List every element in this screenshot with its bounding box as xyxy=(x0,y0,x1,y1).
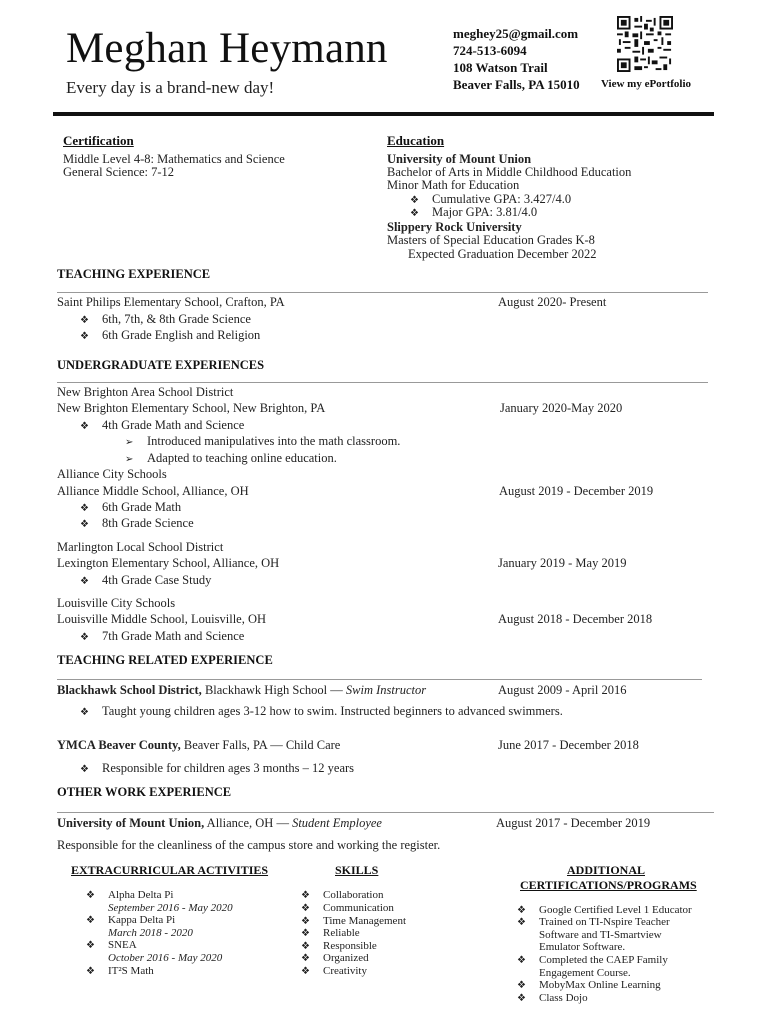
bullet-icon: ❖ xyxy=(80,576,89,587)
sub-bullet: ➢ Adapted to teaching online education. xyxy=(125,451,337,465)
additional-item: ❖ MobyMax Online Learning xyxy=(517,979,661,991)
degree: Masters of Special Education Grades K-8 xyxy=(387,233,595,247)
job-bullet: ❖ Taught young children ages 3-12 how to swim. Instructed beginners to advanced swimmers. xyxy=(80,704,563,718)
bullet-icon: ❖ xyxy=(80,707,89,718)
bullet-icon: ❖ xyxy=(80,503,89,514)
minor: Minor Math for Education xyxy=(387,178,520,192)
gpa-item: ❖ Cumulative GPA: 3.427/4.0 xyxy=(410,192,572,206)
skill-item: ❖ Reliable xyxy=(301,927,360,939)
section-divider xyxy=(57,812,714,813)
bullet-icon: ❖ xyxy=(517,980,526,991)
arrow-icon: ➢ xyxy=(125,454,134,465)
job-date: January 2019 - May 2019 xyxy=(498,556,627,570)
bullet-icon: ❖ xyxy=(517,905,526,916)
bullet-icon: ❖ xyxy=(80,632,89,643)
extracurricular-heading: EXTRACURRICULAR ACTIVITIES xyxy=(71,863,269,877)
job-bullet: ❖ 6th Grade Math xyxy=(80,500,182,514)
job-bullet: ❖ 6th Grade English and Religion xyxy=(80,328,261,342)
header-divider xyxy=(53,112,714,116)
bullet-icon: ❖ xyxy=(410,195,419,206)
phone: 724-513-6094 xyxy=(453,43,527,58)
bullet-icon: ❖ xyxy=(301,941,310,952)
section-heading: UNDERGRADUATE EXPERIENCES xyxy=(57,358,265,372)
skills-heading: SKILLS xyxy=(335,863,379,877)
qr-code-icon[interactable] xyxy=(617,16,673,72)
section-divider xyxy=(57,292,708,293)
bullet-icon: ❖ xyxy=(86,940,95,951)
additional-item-cont: Emulator Software. xyxy=(539,941,626,953)
certification-item: Middle Level 4-8: Mathematics and Science xyxy=(63,152,285,166)
bullet-icon: ❖ xyxy=(301,890,310,901)
school: Alliance Middle School, Alliance, OH xyxy=(57,484,249,498)
job-title-line: YMCA Beaver County, Beaver Falls, PA — Child Care xyxy=(57,738,341,752)
school: Lexington Elementary School, Alliance, OH xyxy=(57,556,280,570)
bullet-icon: ❖ xyxy=(301,928,310,939)
job-date: June 2017 - December 2018 xyxy=(498,738,639,752)
job-place: Saint Philips Elementary School, Crafton, PA xyxy=(57,295,285,309)
contact-block xyxy=(453,25,580,93)
activity-dates: September 2016 - May 2020 xyxy=(108,902,233,914)
arrow-icon: ➢ xyxy=(125,437,134,448)
section-heading: TEACHING EXPERIENCE xyxy=(57,267,211,281)
certification-item: General Science: 7-12 xyxy=(63,165,175,179)
additional-item: ❖ Completed the CAEP Family xyxy=(517,954,668,966)
education-heading: Education xyxy=(387,133,445,148)
bullet-icon: ❖ xyxy=(80,764,89,775)
job-bullet: ❖ Responsible for children ages 3 months – 12 years xyxy=(80,761,355,775)
bullet-icon: ❖ xyxy=(517,917,526,928)
job-bullet: ❖ 7th Grade Math and Science xyxy=(80,629,245,643)
job-date: August 2020- Present xyxy=(498,295,607,309)
additional-heading: ADDITIONAL CERTIFICATIONS/PROGRAMS xyxy=(520,863,697,892)
skill-item: ❖ Organized xyxy=(301,952,369,964)
district: Alliance City Schools xyxy=(57,467,167,481)
district: New Brighton Area School District xyxy=(57,385,234,399)
sub-bullet: ➢ Introduced manipulatives into the math classroom. xyxy=(125,434,401,448)
section-heading: OTHER WORK EXPERIENCE xyxy=(57,785,232,799)
school-name: University of Mount Union xyxy=(387,152,532,166)
job-description: Responsible for the cleanliness of the campus store and working the register. xyxy=(57,838,441,852)
district: Marlington Local School District xyxy=(57,540,224,554)
bullet-icon: ❖ xyxy=(80,315,89,326)
bullet-icon: ❖ xyxy=(301,916,310,927)
skill-item: ❖ Collaboration xyxy=(301,889,384,901)
skill-item: ❖ Creativity xyxy=(301,965,367,977)
activity-dates: October 2016 - May 2020 xyxy=(108,952,223,964)
job-title-line: University of Mount Union, Alliance, OH — Student Employee xyxy=(57,816,382,830)
additional-item: ❖ Trained on TI-Nspire Teacher xyxy=(517,916,670,928)
candidate-name: Meghan Heymann xyxy=(66,25,388,72)
job-date: January 2020-May 2020 xyxy=(500,401,623,415)
job-date: August 2017 - December 2019 xyxy=(496,816,651,830)
bullet-icon: ❖ xyxy=(80,421,89,432)
email[interactable]: meghey25@gmail.com xyxy=(453,26,579,41)
job-date: August 2018 - December 2018 xyxy=(498,612,653,626)
job-date: August 2009 - April 2016 xyxy=(498,683,627,697)
school: Louisville Middle School, Louisville, OH xyxy=(57,612,267,626)
additional-item-cont: Software and TI-Smartview xyxy=(539,929,662,941)
job-bullet: ❖ 6th, 7th, & 8th Grade Science xyxy=(80,312,251,326)
school-name: Slippery Rock University xyxy=(387,220,522,234)
job-bullet: ❖ 4th Grade Math and Science xyxy=(80,418,245,432)
activity-item: ❖ Kappa Delta Pi xyxy=(86,914,176,926)
bullet-icon: ❖ xyxy=(86,966,95,977)
gpa-item: ❖ Major GPA: 3.81/4.0 xyxy=(410,205,538,219)
bullet-icon: ❖ xyxy=(517,955,526,966)
tagline: Every day is a brand-new day! xyxy=(66,78,275,97)
job-date: August 2019 - December 2019 xyxy=(499,484,654,498)
district: Louisville City Schools xyxy=(57,596,176,610)
bullet-icon: ❖ xyxy=(80,331,89,342)
address-line-2: Beaver Falls, PA 15010 xyxy=(453,77,580,92)
address-line-1: 108 Watson Trail xyxy=(453,60,548,75)
activity-item: ❖ Alpha Delta Pi xyxy=(86,889,174,901)
job-title-line: Blackhawk School District, Blackhawk High School — Swim Instructor xyxy=(57,683,427,697)
bullet-icon: ❖ xyxy=(301,966,310,977)
bullet-icon: ❖ xyxy=(86,915,95,926)
bullet-icon: ❖ xyxy=(517,993,526,1004)
certification-heading: Certification xyxy=(63,133,134,148)
bullet-icon: ❖ xyxy=(301,953,310,964)
skill-item: ❖ Responsible xyxy=(301,940,377,952)
qr-caption[interactable]: View my ePortfolio xyxy=(601,78,692,90)
additional-item: ❖ Class Dojo xyxy=(517,992,588,1004)
bullet-icon: ❖ xyxy=(410,208,419,219)
skill-item: ❖ Time Management xyxy=(301,915,406,927)
activity-item: ❖ SNEA xyxy=(86,939,137,951)
section-heading: TEACHING RELATED EXPERIENCE xyxy=(57,653,273,667)
school: New Brighton Elementary School, New Brighton, PA xyxy=(57,401,326,415)
degree: Bachelor of Arts in Middle Childhood Education xyxy=(387,165,632,179)
activity-item: ❖ IT²S Math xyxy=(86,965,154,977)
expected-graduation: Expected Graduation December 2022 xyxy=(408,247,597,261)
section-divider xyxy=(57,382,708,383)
job-bullet: ❖ 4th Grade Case Study xyxy=(80,573,212,587)
bullet-icon: ❖ xyxy=(86,890,95,901)
job-bullet: ❖ 8th Grade Science xyxy=(80,516,194,530)
section-divider xyxy=(57,679,702,680)
additional-item: ❖ Google Certified Level 1 Educator xyxy=(517,904,692,916)
bullet-icon: ❖ xyxy=(301,903,310,914)
skill-item: ❖ Communication xyxy=(301,902,394,914)
activity-dates: March 2018 - 2020 xyxy=(108,927,193,939)
bullet-icon: ❖ xyxy=(80,519,89,530)
additional-item-cont: Engagement Course. xyxy=(539,967,631,979)
